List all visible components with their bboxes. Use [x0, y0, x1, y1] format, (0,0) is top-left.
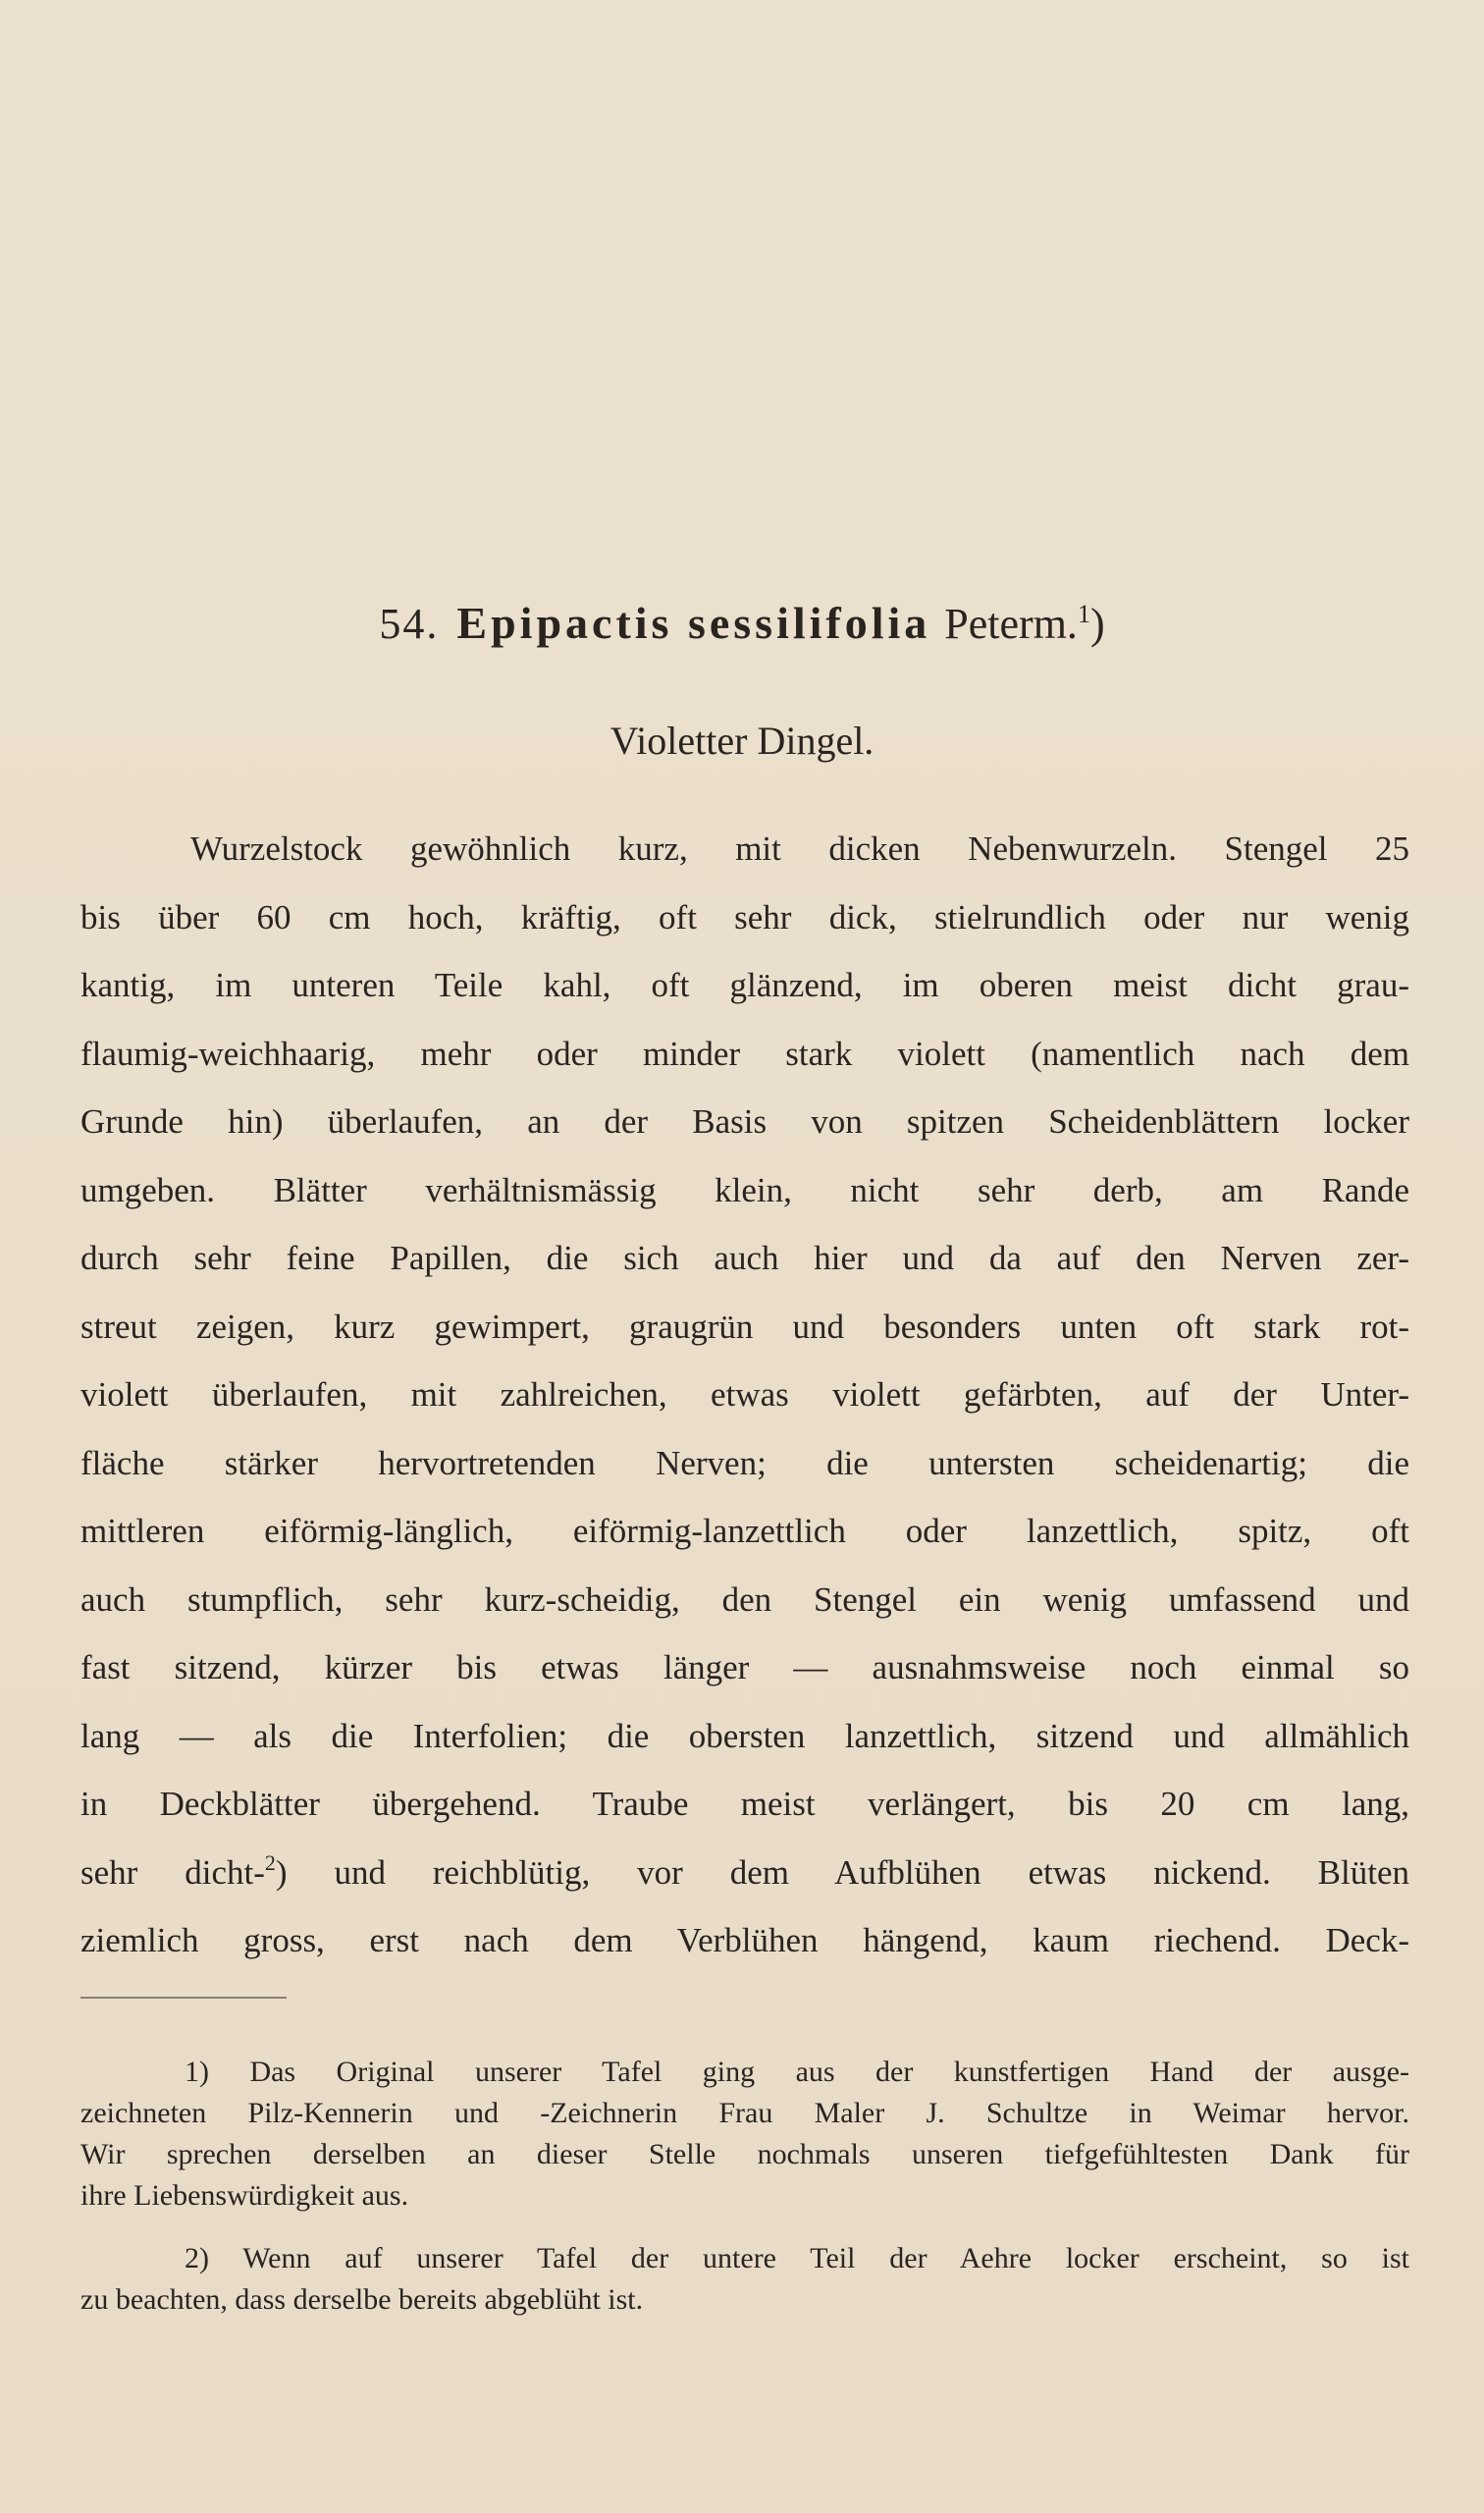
- species-number: 54.: [379, 600, 440, 648]
- text-line: kantig, im unteren Teile kahl, oft glänzend, im oberen meist dicht grau-: [80, 966, 1409, 1004]
- footnote-line: zu beachten, dass derselbe bereits abgeblüht ist.: [80, 2283, 644, 2316]
- text-line: auch stumpflich, sehr kurz-scheidig, den Stengel ein wenig umfassend und: [80, 1579, 1409, 1619]
- footnote-line: Wir sprechen derselben an dieser Stelle nochmals unseren tiefgefühltesten Dank für: [80, 2138, 1409, 2170]
- text-line: streut zeigen, kurz gewimpert, graugrün und besonders unten oft stark rot-: [80, 1307, 1409, 1346]
- text-line: fast sitzend, kürzer bis etwas länger — ausnahmsweise noch einmal so: [80, 1648, 1409, 1686]
- text-line: umgeben. Blätter verhältnismässig klein, nicht sehr derb, am Rande: [80, 1170, 1409, 1209]
- text-line: Grunde hin) überlaufen, an der Basis von spitzen Scheidenblättern locker: [80, 1102, 1409, 1141]
- species-author: Peterm.: [944, 600, 1078, 648]
- species-name: Epipactis sessilifolia: [456, 598, 931, 648]
- text-segment: sehr dicht-: [80, 1852, 265, 1892]
- footnote-2: [80, 2238, 1409, 2321]
- footnote-line: 2) Wenn auf unserer Tafel der untere Teil der Aehre locker erscheint, so ist: [185, 2242, 1409, 2274]
- text-line: fläche stärker hervortretenden Nerven; die untersten scheidenartig; die: [80, 1443, 1409, 1482]
- text-line: lang — als die Interfolien; die obersten lanzettlich, sitzend und allmählich: [80, 1716, 1409, 1755]
- text-line: violett überlaufen, mit zahlreichen, etwas violett gefärbten, auf der Unter-: [80, 1375, 1409, 1414]
- footnote-line: zeichneten Pilz-Kennerin und -Zeichnerin Frau Maler J. Schultze in Weimar hervor.: [80, 2097, 1409, 2129]
- footnote-line: ihre Liebenswürdigkeit aus.: [80, 2179, 409, 2212]
- description-paragraph: [80, 815, 1409, 1975]
- text-line: mittleren eiförmig-länglich, eiförmig-lanzettlich oder lanzettlich, spitz, oft: [80, 1512, 1409, 1550]
- footnote-1: [80, 2052, 1409, 2217]
- common-name: Violetter Dingel.: [610, 719, 874, 763]
- footnote-marker-1: 1: [1077, 600, 1090, 628]
- species-heading: [0, 589, 1484, 659]
- heading-closing-paren: ): [1089, 600, 1105, 648]
- text-line: ziemlich gross, erst nach dem Verblühen hängend, kaum riechend. Deck-: [80, 1921, 1409, 1959]
- footnote-line: 1) Das Original unserer Tafel ging aus der kunstfertigen Hand der ausge-: [185, 2056, 1409, 2088]
- text-line: in Deckblätter übergehend. Traube meist verlängert, bis 20 cm lang,: [80, 1785, 1409, 1823]
- footnote-marker-2: 2: [264, 1849, 276, 1875]
- text-line: flaumig-weichhaarig, mehr oder minder stark violett (namentlich nach dem: [80, 1034, 1409, 1073]
- text-segment: ) und reichblütig, vor dem Aufblühen etwas nickend. Blüten: [275, 1852, 1409, 1892]
- text-line: bis über 60 cm hoch, kräftig, oft sehr dick, stielrundlich oder nur wenig: [80, 897, 1409, 936]
- footnotes: [80, 2052, 1409, 2321]
- footnote-divider: [80, 1997, 287, 1999]
- text-line-with-marker: [80, 1839, 1409, 1907]
- footnote-gap: [80, 2217, 1409, 2238]
- text-line: durch sehr feine Papillen, die sich auch hier und da auf den Nerven zer-: [80, 1239, 1409, 1277]
- text-line: Wurzelstock gewöhnlich kurz, mit dicken Nebenwurzeln. Stengel 25: [190, 829, 1409, 868]
